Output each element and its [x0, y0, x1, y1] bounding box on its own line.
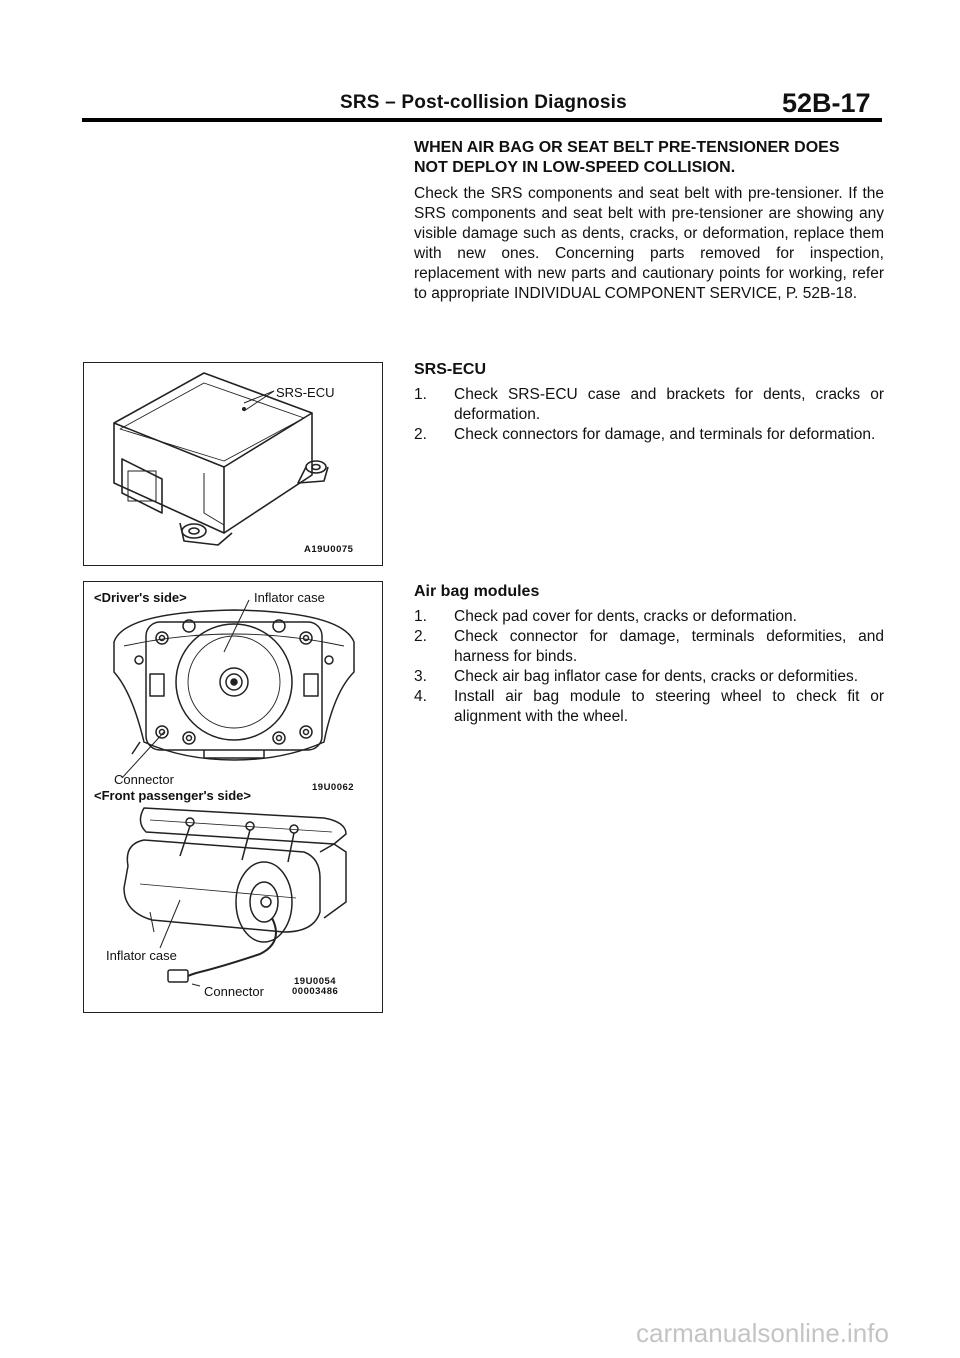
page-number: 52B-17 — [782, 88, 871, 118]
srs-ecu-label: SRS-ECU — [276, 385, 335, 400]
connector-label: Connector — [114, 772, 174, 787]
section-deploy-check — [414, 138, 884, 304]
section-air-bag-modules — [414, 582, 884, 727]
drivers-side-label: <Driver's side> — [94, 590, 187, 605]
figure-code: 19U0054 — [294, 976, 337, 987]
section-heading: WHEN AIR BAG OR SEAT BELT PRE-TENSIONER DOES — [414, 139, 840, 156]
section-srs-ecu — [414, 360, 884, 445]
figure-code: 00003486 — [292, 986, 339, 997]
list-item: 3. Check air bag inflator case for dents, cracks or deformities. — [414, 668, 859, 685]
front-passenger-label: <Front passenger's side> — [94, 788, 251, 803]
list-item: 1. Check pad cover for dents, cracks or deformation. — [414, 608, 797, 625]
section-heading: Air bag modules — [414, 583, 540, 600]
figure-code: A19U0075 — [304, 544, 354, 555]
figure-air-bag-modules — [83, 581, 383, 1013]
list-item: 1. Check SRS-ECU case and brackets for dents, cracks or deformation. — [414, 386, 884, 423]
list-item: 2. Check connector for damage, terminals deformities, and harness for binds. — [414, 628, 884, 665]
figure-srs-ecu — [83, 362, 383, 566]
list-item: 4. Install air bag module to steering wheel to check fit or alignment with the wheel. — [414, 688, 884, 725]
inflator-case-label: Inflator case — [106, 948, 177, 963]
srs-ecu-illustration — [84, 363, 382, 565]
connector-label: Connector — [204, 984, 264, 999]
header-rule — [82, 118, 882, 122]
inflator-case-label: Inflator case — [254, 590, 325, 605]
section-body: Check the SRS components and seat belt with pre-tensioner. If the SRS components and seat belt with pre-tensioner are showing any visible damage such as dents, cracks, or deformation, replace them with new ones. Concerning parts removed for inspection, replacement with new parts and cautionary points for working, refer to appropriate INDIVIDUAL COMPONENT SERVICE, P. 52B-18. — [414, 185, 884, 302]
checklist — [414, 385, 884, 445]
figure-code: 19U0062 — [312, 782, 355, 793]
checklist — [414, 607, 884, 727]
section-heading-cont: NOT DEPLOY IN LOW-SPEED COLLISION. — [414, 159, 736, 176]
page-title: SRS – Post-collision Diagnosis — [340, 92, 627, 113]
list-item: 2. Check connectors for damage, and terminals for deformation. — [414, 426, 876, 443]
section-heading: SRS-ECU — [414, 361, 487, 378]
watermark: carmanualsonline.info — [636, 1318, 889, 1348]
